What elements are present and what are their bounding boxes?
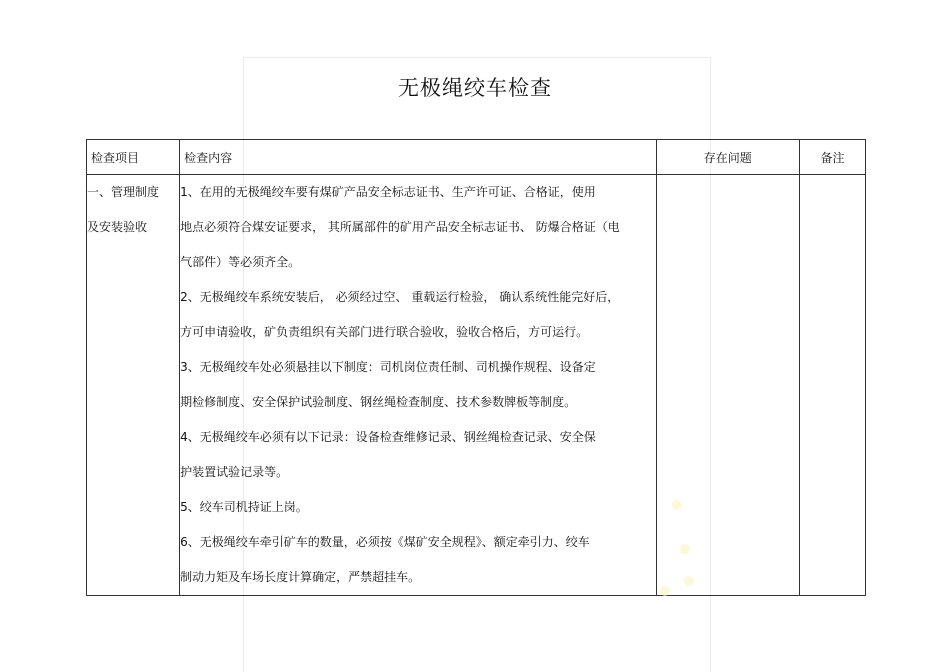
- header-inspection-content: 检查内容: [180, 140, 657, 175]
- category-cell: [87, 175, 180, 596]
- content-line: 6、无极绳绞车牵引矿车的数量，必须按《煤矿安全规程》、额定牵引力、绞车: [180, 535, 590, 549]
- scan-speck: [660, 586, 670, 596]
- scan-speck: [680, 544, 690, 554]
- content-line: 方可申请验收，矿负责组织有关部门进行联合验收，验收合格后，方可运行。: [180, 325, 589, 339]
- header-row: [87, 140, 866, 175]
- content-line: 4、无极绳绞车必须有以下记录：设备检查维修记录、钢丝绳检查记录、安全保: [180, 430, 596, 444]
- header-inspection-item: 检查项目: [87, 140, 180, 175]
- document-title: 无极绳绞车检查: [398, 76, 552, 100]
- list-item: [180, 280, 656, 350]
- remarks-cell[interactable]: [799, 175, 865, 596]
- category-line: 一、管理制度: [87, 185, 160, 199]
- problems-cell[interactable]: [656, 175, 799, 596]
- content-line: 5、绞车司机持证上岗。: [180, 500, 308, 514]
- table-row: [87, 175, 866, 596]
- list-item: [180, 490, 656, 525]
- content-line: 气部件）等必须齐全。: [180, 255, 301, 269]
- content-line: 期检修制度、安全保护试验制度、钢丝绳检查制度、技术参数牌板等制度。: [180, 395, 577, 409]
- list-item: [180, 420, 656, 490]
- content-line: 地点必须符合煤安证要求， 其所属部件的矿用产品安全标志证书、 防爆合格证（电: [180, 220, 620, 234]
- inspection-table: [86, 139, 866, 596]
- header-remarks: 备注: [799, 140, 865, 175]
- content-line: 1、在用的无极绳绞车要有煤矿产品安全标志证书、生产许可证、合格证，使用: [180, 185, 596, 199]
- content-cell: [180, 175, 657, 596]
- content-line: 制动力矩及车场长度计算确定，严禁超挂车。: [180, 570, 421, 584]
- header-existing-problems: 存在问题: [656, 140, 799, 175]
- content-line: 3、无极绳绞车处必须悬挂以下制度：司机岗位责任制、司机操作规程、设备定: [180, 360, 596, 374]
- list-item: [180, 525, 656, 595]
- scan-speck: [684, 576, 694, 586]
- category-line: 及安装验收: [87, 220, 148, 234]
- list-item: [180, 175, 656, 280]
- list-item: [180, 350, 656, 420]
- content-line: 护装置试验记录等。: [180, 465, 289, 479]
- content-line: 2、无极绳绞车系统安装后， 必须经过空、 重载运行检验， 确认系统性能完好后，: [180, 290, 620, 304]
- scan-speck: [672, 500, 682, 510]
